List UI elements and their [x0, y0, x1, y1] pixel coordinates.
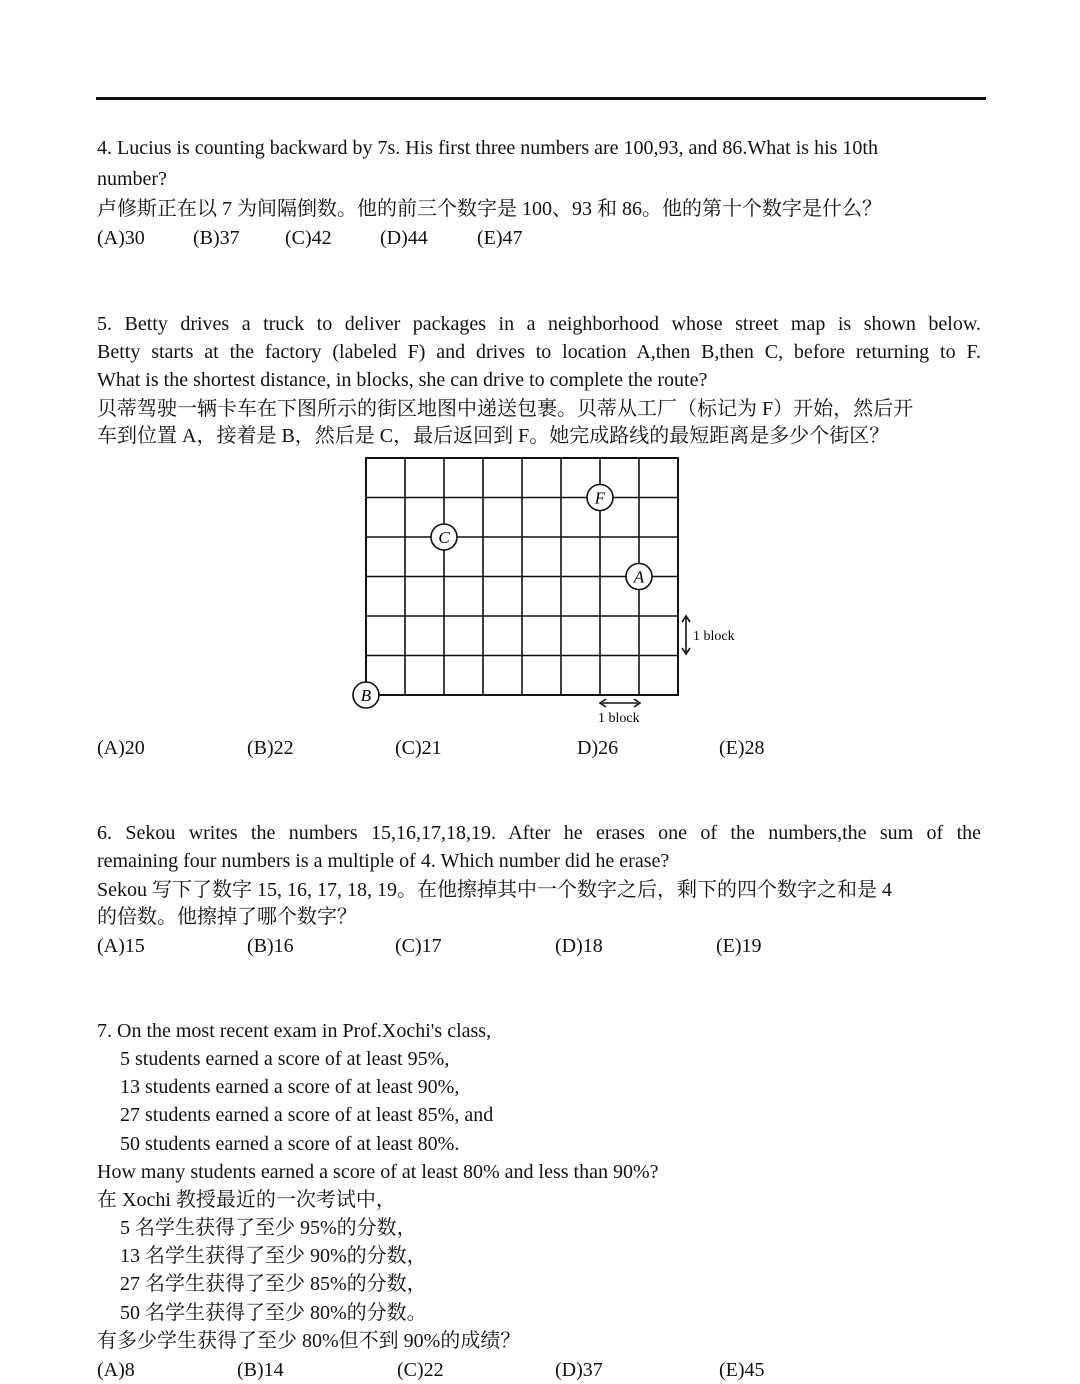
- q5-chinese-line-1: 贝蒂驾驶一辆卡车在下图所示的街区地图中递送包裹。贝蒂从工厂（标记为 F）开始，然后开: [97, 398, 914, 420]
- q7-item-1: 5 students earned a score of at least 95%,: [120, 1048, 450, 1070]
- q5-choice-a: (A)20: [97, 737, 145, 759]
- q5-text-line-3: What is the shortest distance, in blocks, she can drive to complete the route?: [97, 369, 708, 391]
- q5-text-line-2: Betty starts at the factory (labeled F) and drives to location A,then B,then C, before returning to F.: [97, 341, 981, 363]
- q7-choices: [97, 1356, 997, 1384]
- q4-choice-d: (D)44: [380, 227, 428, 249]
- q6-chinese-line-1: Sekou 写下了数字 15, 16, 17, 18, 19。在他擦掉其中一个数字之后，剩下的四个数字之和是 4: [97, 879, 892, 901]
- street-map: [340, 450, 760, 735]
- q5-choice-b: (B)22: [247, 737, 294, 759]
- q5-choice-c: (C)21: [395, 737, 442, 759]
- location-b: [353, 682, 379, 708]
- q4-choice-a: (A)30: [97, 227, 145, 249]
- q5-choice-d: D)26: [577, 737, 619, 759]
- q7-chinese-item-3: 27 名学生获得了至少 85%的分数，: [120, 1273, 427, 1295]
- location-label: F: [594, 488, 606, 508]
- q7-item-4: 50 students earned a score of at least 80%.: [120, 1133, 460, 1155]
- horizontal-scale-label: 1 block: [598, 711, 640, 726]
- q6-choice-a: (A)15: [97, 935, 145, 957]
- q4-choice-c: (C)42: [285, 227, 332, 249]
- q7-chinese-item-4: 50 名学生获得了至少 80%的分数。: [120, 1302, 427, 1324]
- q6-choice-c: (C)17: [395, 935, 442, 957]
- q6-choice-d: (D)18: [555, 935, 603, 957]
- q4-text-line-1: 4. Lucius is counting backward by 7s. His first three numbers are 100,93, and 86.What is his 10th: [97, 137, 878, 159]
- q7-chinese-item-1: 5 名学生获得了至少 95%的分数，: [120, 1217, 417, 1239]
- header-rule: [96, 97, 986, 100]
- q6-chinese-line-2: 的倍数。他擦掉了哪个数字？: [97, 906, 357, 928]
- q4-chinese-text: 卢修斯正在以 7 为间隔倒数。他的前三个数字是 100、93 和 86。他的第十个数字是什么？: [97, 198, 882, 220]
- location-f: [587, 485, 613, 511]
- q7-choice-d: (D)37: [555, 1359, 603, 1381]
- q7-text-line-1: 7. On the most recent exam in Prof.Xochi's class,: [97, 1020, 492, 1042]
- q5-text-line-1: 5. Betty drives a truck to deliver packages in a neighborhood whose street map is shown below.: [97, 313, 981, 335]
- location-c: [431, 524, 457, 550]
- q6-choice-e: (E)19: [716, 935, 762, 957]
- q6-choices: [97, 932, 997, 960]
- q6-choice-b: (B)16: [247, 935, 294, 957]
- location-label: B: [360, 686, 372, 705]
- q4-choice-b: (B)37: [193, 227, 240, 249]
- q7-item-3: 27 students earned a score of at least 85%, and: [120, 1104, 494, 1126]
- q7-chinese-question: 有多少学生获得了至少 80%但不到 90%的成绩？: [97, 1330, 521, 1352]
- location-a: [626, 564, 652, 590]
- location-label: C: [438, 528, 450, 547]
- q5-choice-e: (E)28: [719, 737, 765, 759]
- q4-text-line-2: number?: [97, 168, 167, 190]
- q7-question: How many students earned a score of at least 80% and less than 90%?: [97, 1161, 659, 1183]
- q7-choice-a: (A)8: [97, 1359, 135, 1381]
- q6-text-line-1: 6. Sekou writes the numbers 15,16,17,18,19. After he erases one of the numbers,the sum of the: [97, 822, 981, 844]
- q7-choice-c: (C)22: [397, 1359, 444, 1381]
- q7-chinese-item-2: 13 名学生获得了至少 90%的分数，: [120, 1245, 427, 1267]
- q6-text-line-2: remaining four numbers is a multiple of 4. Which number did he erase?: [97, 850, 670, 872]
- location-label: A: [633, 567, 645, 587]
- q7-chinese-intro: 在 Xochi 教授最近的一次考试中，: [97, 1189, 396, 1211]
- q7-item-2: 13 students earned a score of at least 90%,: [120, 1076, 460, 1098]
- q7-choice-e: (E)45: [719, 1359, 765, 1381]
- vertical-scale-label: 1 block: [693, 629, 735, 644]
- q7-choices-cut-off: [0, 1356, 1080, 1381]
- q7-choice-b: (B)14: [237, 1359, 284, 1381]
- q5-chinese-line-2: 车到位置 A，接着是 B，然后是 C，最后返回到 F。她完成路线的最短距离是多少个街区？: [97, 425, 890, 447]
- q4-choices: [97, 224, 997, 252]
- q4-choice-e: (E)47: [477, 227, 523, 249]
- q5-choices: [97, 734, 997, 762]
